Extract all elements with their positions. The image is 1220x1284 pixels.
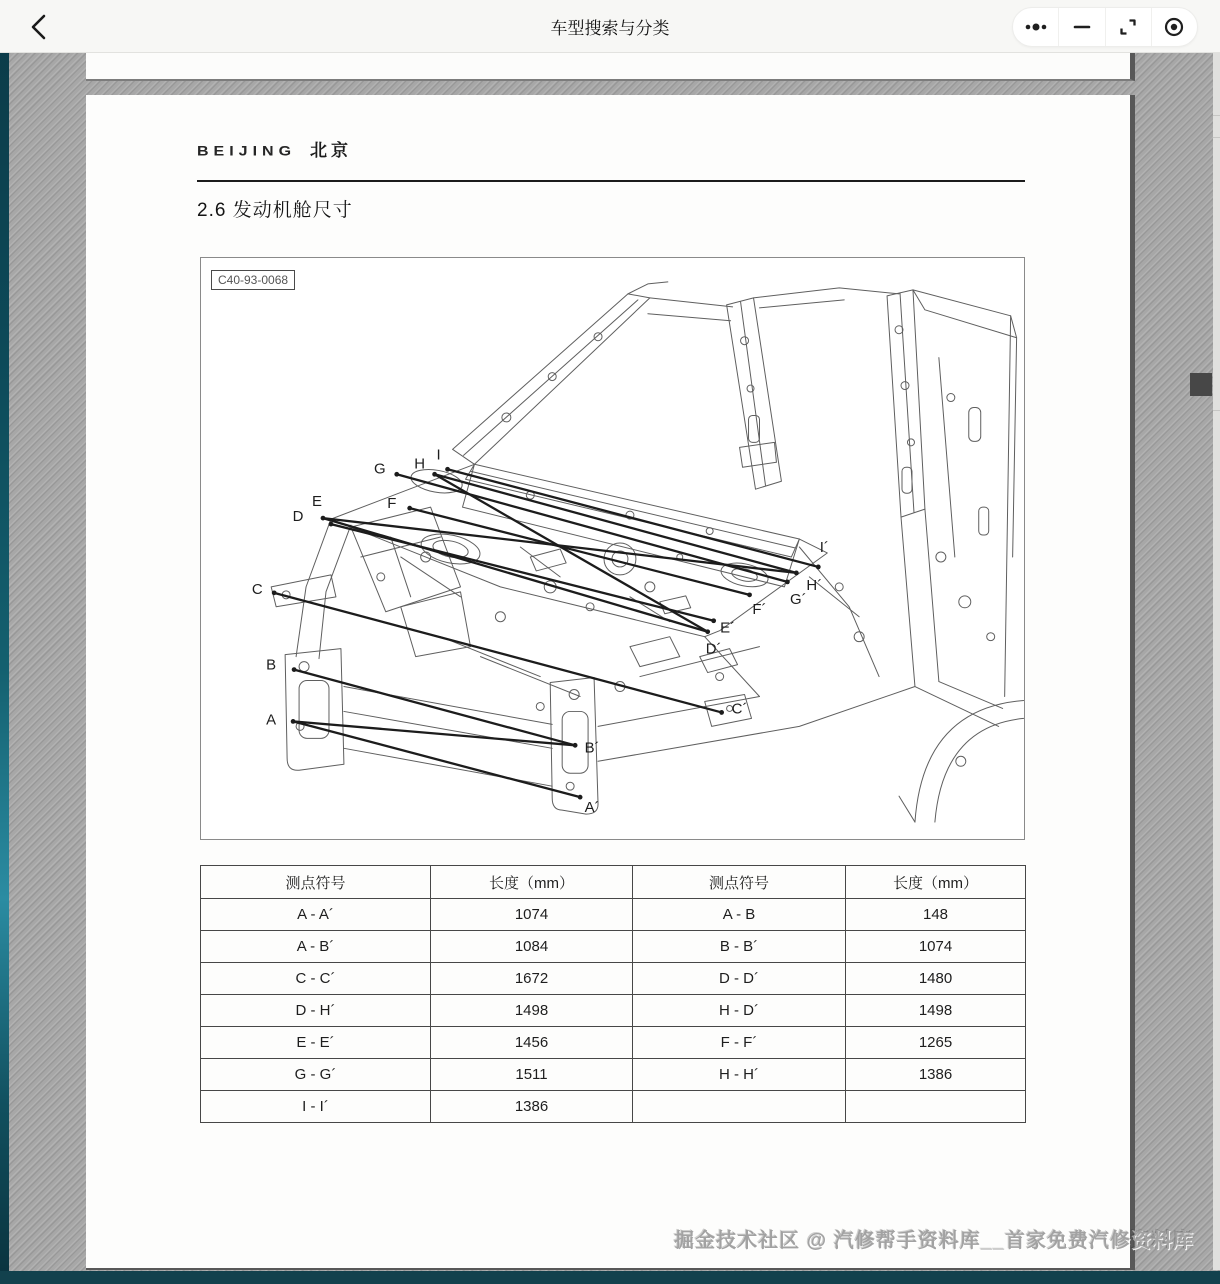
measure-point-cell: E - E´	[201, 1027, 431, 1059]
length-cell: 1265	[846, 1027, 1026, 1059]
table-row	[201, 963, 1026, 995]
page-title: 车型搜索与分类	[550, 18, 670, 38]
left-accent-strip	[0, 0, 9, 1284]
table-header-row	[201, 866, 1026, 899]
table-row	[201, 1091, 1026, 1123]
point-label-C-prime: C´	[731, 700, 748, 718]
right-scroll-rail[interactable]	[1213, 0, 1220, 1270]
car-body-line-art	[271, 282, 1023, 822]
previous-page-edge	[86, 53, 1135, 81]
length-cell	[846, 1091, 1026, 1123]
measure-point-cell: A - B	[633, 899, 846, 931]
dimension-table	[200, 865, 1026, 1123]
point-label-A-prime: A´	[584, 799, 600, 817]
measurement-endpoints	[272, 467, 821, 800]
measure-point-cell: I - I´	[201, 1091, 431, 1123]
rail-divider	[1213, 137, 1220, 138]
beijing-logo-latin: BEIJING	[197, 144, 297, 159]
miniprogram-capsule	[1012, 7, 1198, 47]
scroll-indicator-thumb[interactable]	[1190, 373, 1212, 396]
length-cell: 1480	[846, 963, 1026, 995]
point-label-C: C	[251, 580, 263, 598]
rail-divider	[1213, 115, 1220, 116]
column-header: 长度（mm）	[846, 866, 1026, 899]
column-header: 测点符号	[201, 866, 431, 899]
measure-point-cell: G - G´	[201, 1059, 431, 1091]
engine-bay-diagram	[201, 258, 1024, 839]
point-label-F-prime: F´	[752, 600, 767, 618]
column-header: 测点符号	[633, 866, 846, 899]
more-button[interactable]	[1013, 8, 1058, 46]
measure-point-cell: F - F´	[633, 1027, 846, 1059]
point-labels	[252, 446, 829, 816]
minimize-icon	[1071, 16, 1093, 38]
point-label-G-prime: G´	[790, 590, 807, 608]
point-label-H-prime: H´	[806, 576, 823, 594]
measure-point-cell: D - H´	[201, 995, 431, 1027]
length-cell: 1074	[431, 899, 633, 931]
measure-point-cell: H - D´	[633, 995, 846, 1027]
point-label-D-prime: D´	[705, 640, 722, 658]
point-label-G: G	[373, 460, 386, 478]
watermark-text: 掘金技术社区 @ 汽修帮手资料库__首家免费汽修资料库	[674, 1230, 1194, 1252]
point-label-I: I	[436, 446, 441, 464]
length-cell: 1074	[846, 931, 1026, 963]
target-icon	[1162, 15, 1186, 39]
length-cell: 1456	[431, 1027, 633, 1059]
measure-point-cell: H - H´	[633, 1059, 846, 1091]
length-cell: 1511	[431, 1059, 633, 1091]
length-cell: 1498	[431, 995, 633, 1027]
point-label-I-prime: I´	[819, 538, 829, 556]
length-cell: 1498	[846, 995, 1026, 1027]
length-cell: 1672	[431, 963, 633, 995]
point-label-A: A	[266, 711, 277, 729]
measure-point-cell: D - D´	[633, 963, 846, 995]
measure-point-cell	[633, 1091, 846, 1123]
top-navigation-bar	[0, 0, 1220, 53]
measure-point-cell: A - B´	[201, 931, 431, 963]
table-row	[201, 1027, 1026, 1059]
table-row	[201, 899, 1026, 931]
point-label-H: H	[414, 455, 426, 473]
bottom-accent-band	[0, 1271, 1220, 1284]
measurement-lines	[274, 469, 818, 797]
figure-code-label: C40-93-0068	[211, 270, 295, 290]
length-cell: 1084	[431, 931, 633, 963]
point-label-B-prime: B´	[584, 739, 600, 757]
rail-divider	[1213, 410, 1220, 411]
point-label-F: F	[387, 495, 397, 513]
fullscreen-icon	[1117, 16, 1139, 38]
length-cell: 1386	[846, 1059, 1026, 1091]
length-cell: 1386	[431, 1091, 633, 1123]
table-row	[201, 931, 1026, 963]
more-dots-icon	[1023, 16, 1049, 38]
header-rule	[197, 180, 1025, 182]
point-label-B: B	[266, 656, 277, 674]
fullscreen-button[interactable]	[1105, 8, 1151, 46]
close-button[interactable]	[1151, 8, 1197, 46]
beijing-logo	[197, 136, 352, 161]
table-row	[201, 1059, 1026, 1091]
point-label-E-prime: E´	[720, 619, 736, 637]
engine-bay-figure	[200, 257, 1025, 840]
point-label-D: D	[292, 508, 304, 526]
measure-point-cell: C - C´	[201, 963, 431, 995]
document-page	[86, 95, 1135, 1270]
table-row	[201, 995, 1026, 1027]
length-cell: 148	[846, 899, 1026, 931]
measure-point-cell: B - B´	[633, 931, 846, 963]
column-header: 长度（mm）	[431, 866, 633, 899]
minimize-button[interactable]	[1058, 8, 1104, 46]
section-heading: 2.6 发动机舱尺寸	[197, 200, 353, 221]
measure-point-cell: A - A´	[201, 899, 431, 931]
point-label-E: E	[312, 493, 323, 511]
beijing-logo-cjk: 北京	[310, 141, 353, 160]
